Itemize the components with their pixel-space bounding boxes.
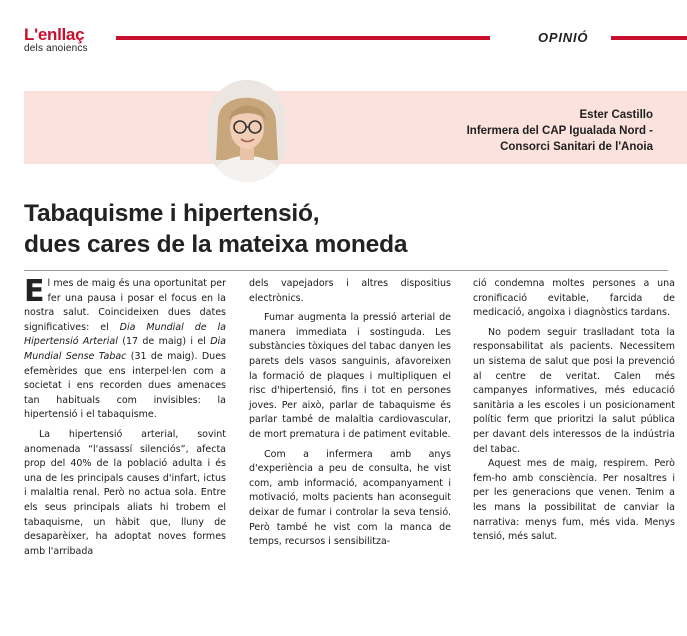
paragraph-intro: El mes de maig és una oportunitat per fer una pausa i posar el focus en la nostra salut. Coincideixen dues dates significatives: el Dia Mundial de la Hipertensió Arterial (17 de maig) i el Dia Mundial Sense Tabac (31 de maig). Dues efemèrides que ens interpel·len com a societat i ens recorden dues amenaces tan habituals com invisibles: la hipertensió i el tabaquisme.: [24, 274, 226, 421]
paragraph: No podem seguir traslladant tota la responsabilitat als pacients. Necessitem un sistema de salut que posi la prevenció al centre de veritat. Calen més campanyes informatives, més educació sanitària a les escoles i un posicionament polític ferm que prioritzi la salut pública per davant dels interessos de la indústria del tabac.: [473, 326, 675, 455]
article-column-2: [249, 277, 451, 550]
logo-subtitle: dels anoiencs: [24, 43, 88, 54]
paragraph: Aquest mes de maig, respirem. Però fem-ho amb consciència. Per nosaltres i per les generacions que venen. Tenim a les mans la possibilitat de canviar la narrativa: menys fum, més vida. Menys tensió, més salut.: [473, 458, 675, 543]
author-name: Ester Castillo: [579, 109, 653, 121]
header-rule-right: [611, 36, 687, 40]
headline-line-2: dues cares de la mateixa moneda: [24, 231, 408, 258]
author-portrait: [208, 80, 286, 182]
author-organization: Consorci Sanitari de l'Anoia: [500, 141, 653, 153]
logo-title: L'enllaç: [24, 25, 85, 44]
header-rule-left: [116, 36, 490, 40]
drop-cap: E: [24, 274, 45, 309]
paragraph: La hipertensió arterial, sovint anomenada “l'assassí silenciós”, afecta prop del 40% de la població adulta i és una de les principals causes d'infart, ictus i malaltia renal. Però no actua sola. Entre els seus principals aliats hi trobem el tabaquisme, un hàbit que, lluny de desaparèixer, ha adoptat noves formes amb l'arribada: [24, 428, 226, 557]
article-column-1: [24, 274, 226, 559]
paragraph-continued: ció condemna moltes persones a una cronificació evitable, farcida de medicació, angoixa i diagnòstics tardans.: [473, 278, 675, 319]
author-role: Infermera del CAP Igualada Nord -: [466, 125, 653, 137]
author-photo-icon: [208, 80, 286, 182]
paragraph: Com a infermera amb anys d'experiència a peu de consulta, he vist com, amb informació, acompanyament i motivació, molts pacients han aconseguit deixar de fumar i controlar la seva tensió. Però també he vist com la manca de temps, recursos i sensibilitza-: [249, 448, 451, 548]
section-label: OPINIÓ: [538, 30, 589, 45]
article-column-3: [473, 277, 675, 545]
article-headline: [24, 198, 407, 260]
paragraph: Fumar augmenta la pressió arterial de manera immediata i sostinguda. Les substàncies tòxiques del tabac danyen les parets dels vasos sanguinis, afavoreixen la formació de plaques i multipliquen el risc d'hipertensió, fins i tot en persones joves. Per això, parlar de tabaquisme és parlar també de malaltia cardiovascular, de mort prematura i de patiment evitable.: [249, 312, 451, 440]
paragraph-continued: dels vapejadors i altres dispositius electrònics.: [249, 278, 451, 304]
masthead-logo: [24, 26, 88, 54]
author-info: [467, 107, 653, 155]
headline-divider: [24, 270, 668, 271]
headline-line-1: Tabaquisme i hipertensió,: [24, 200, 320, 227]
